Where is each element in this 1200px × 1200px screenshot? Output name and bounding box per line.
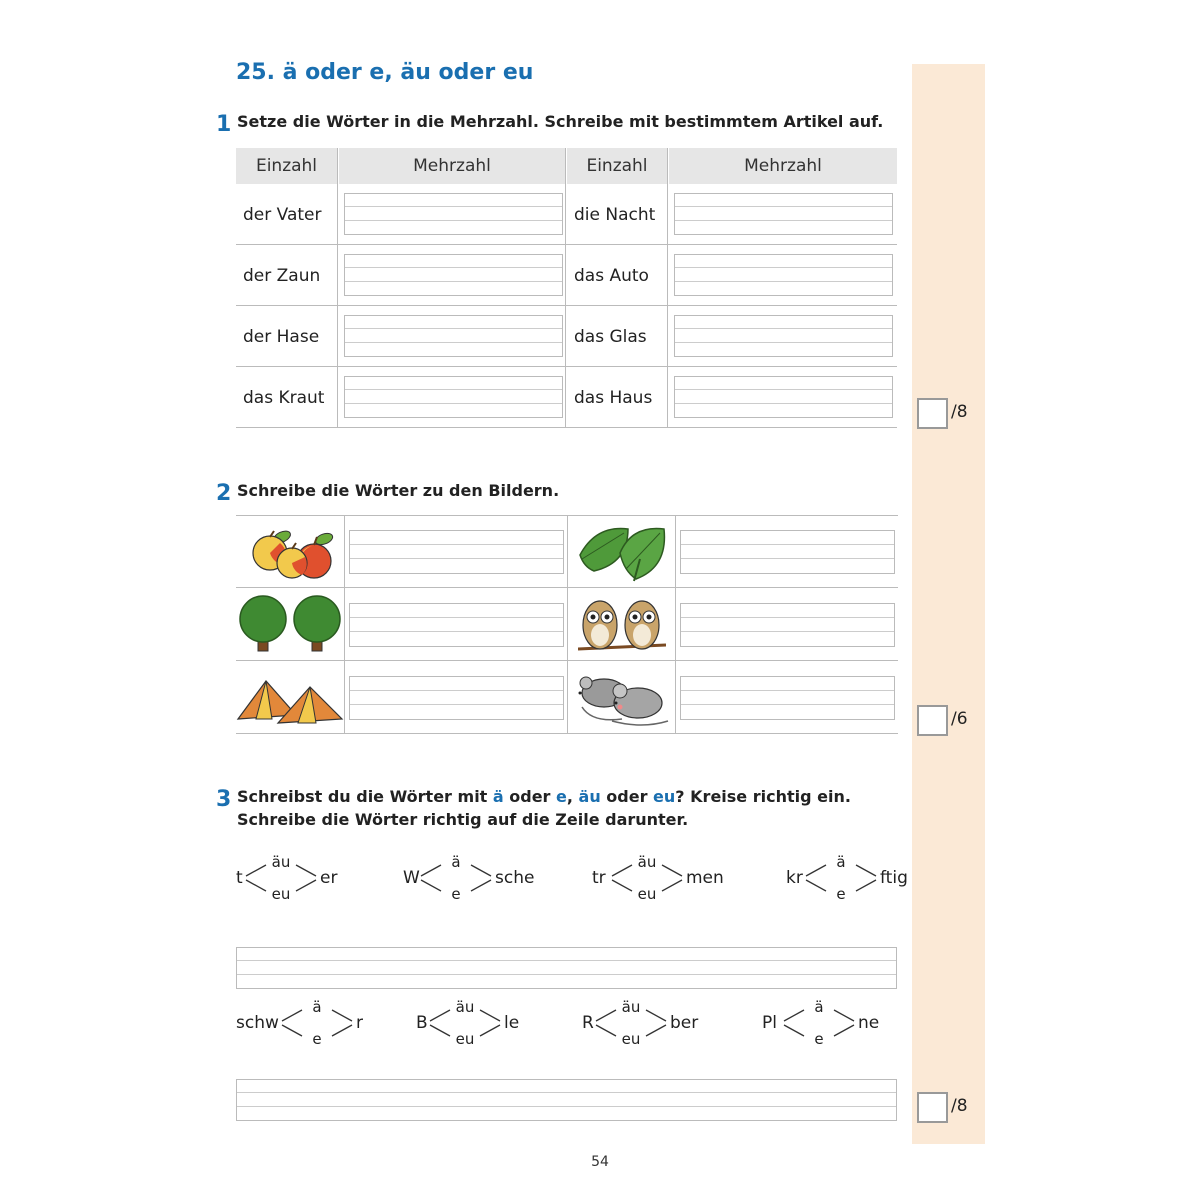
word-start: R: [582, 1013, 594, 1033]
vowel-choice-word[interactable]: [416, 998, 556, 1048]
word-end: er: [320, 868, 338, 888]
singular-word: der Vater: [243, 204, 322, 225]
score-label-task-1: /8: [951, 402, 968, 422]
score-box-task-1[interactable]: [917, 398, 948, 429]
task-2-number: 2: [216, 481, 232, 506]
word-start: B: [416, 1013, 428, 1033]
word-start: W: [403, 868, 420, 888]
apples-picture: [244, 523, 338, 581]
score-label-task-3: /8: [951, 1096, 968, 1116]
word-start: Pl: [762, 1013, 777, 1033]
answer-apples[interactable]: [349, 530, 564, 574]
plural-answer-box[interactable]: [344, 376, 563, 418]
plural-answer-box[interactable]: [344, 254, 563, 296]
word-start: kr: [786, 868, 803, 888]
header-mehrzahl-right: Mehrzahl: [669, 148, 897, 184]
choice-lines: [582, 998, 722, 1048]
option-bottom[interactable]: e: [836, 885, 846, 903]
option-top[interactable]: äu: [637, 853, 657, 871]
answer-line-row-1[interactable]: [236, 947, 897, 989]
singular-word: das Glas: [574, 326, 647, 347]
option-top[interactable]: äu: [271, 853, 291, 871]
plural-answer-box[interactable]: [344, 315, 563, 357]
singular-word: die Nacht: [574, 204, 656, 225]
option-top[interactable]: äu: [455, 998, 475, 1016]
task-3-instruction: Schreibst du die Wörter mit ä oder e, äu oder eu? Kreise richtig ein. Schreibe die Wörter richtig auf die Zeile darunter.: [237, 787, 851, 829]
singular-word: das Haus: [574, 387, 653, 408]
option-bottom[interactable]: eu: [455, 1030, 475, 1048]
vowel-choice-word[interactable]: [403, 853, 543, 903]
answer-owls[interactable]: [680, 603, 895, 647]
option-top[interactable]: äu: [621, 998, 641, 1016]
answer-tents[interactable]: [349, 676, 564, 720]
word-start: t: [236, 868, 243, 888]
option-bottom[interactable]: e: [814, 1030, 824, 1048]
picture-table: [236, 515, 898, 735]
header-einzahl-right: Einzahl: [567, 148, 667, 184]
plural-answer-box[interactable]: [674, 193, 893, 235]
word-end: r: [356, 1013, 363, 1033]
option-bottom[interactable]: eu: [637, 885, 657, 903]
singular-word: der Hase: [243, 326, 320, 347]
plural-table: [236, 148, 897, 428]
singular-word: das Kraut: [243, 387, 325, 408]
task-3-number: 3: [216, 787, 232, 812]
option-top[interactable]: ä: [814, 998, 824, 1016]
answer-line-row-2[interactable]: [236, 1079, 897, 1121]
answer-trees[interactable]: [349, 603, 564, 647]
option-top[interactable]: ä: [836, 853, 846, 871]
vowel-choice-word[interactable]: [592, 853, 732, 903]
word-start: schw: [236, 1013, 279, 1033]
word-end: ne: [858, 1013, 880, 1033]
option-bottom[interactable]: e: [451, 885, 461, 903]
task-1-instruction: Setze die Wörter in die Mehrzahl. Schreibe mit bestimmtem Artikel auf.: [237, 112, 884, 131]
plural-answer-box[interactable]: [674, 315, 893, 357]
option-top[interactable]: ä: [312, 998, 322, 1016]
trees-picture: [238, 593, 342, 655]
header-einzahl-left: Einzahl: [236, 148, 337, 184]
answer-mice[interactable]: [680, 676, 895, 720]
score-box-task-2[interactable]: [917, 705, 948, 736]
word-start: tr: [592, 868, 606, 888]
tents-picture: [236, 675, 344, 725]
score-sidebar: [912, 64, 985, 1144]
mice-picture: [572, 667, 672, 727]
option-bottom[interactable]: eu: [271, 885, 291, 903]
header-mehrzahl-left: Mehrzahl: [339, 148, 565, 184]
option-top[interactable]: ä: [451, 853, 461, 871]
word-end: ber: [670, 1013, 699, 1033]
word-end: men: [686, 868, 724, 888]
task-1-number: 1: [216, 112, 232, 137]
score-label-task-2: /6: [951, 709, 968, 729]
vowel-choice-word[interactable]: [236, 853, 376, 903]
option-bottom[interactable]: eu: [621, 1030, 641, 1048]
vowel-choice-word[interactable]: [236, 998, 376, 1048]
score-box-task-3[interactable]: [917, 1092, 948, 1123]
plural-answer-box[interactable]: [344, 193, 563, 235]
choice-lines: [762, 998, 902, 1048]
page-title: 25. ä oder e, äu oder eu: [236, 60, 534, 85]
option-bottom[interactable]: e: [312, 1030, 322, 1048]
vowel-choice-word[interactable]: [786, 853, 926, 903]
task-2-instruction: Schreibe die Wörter zu den Bildern.: [237, 481, 560, 500]
plural-answer-box[interactable]: [674, 376, 893, 418]
vowel-choice-word[interactable]: [762, 998, 902, 1048]
vowel-choice-word[interactable]: [582, 998, 722, 1048]
choice-lines: [416, 998, 556, 1048]
singular-word: das Auto: [574, 265, 649, 286]
word-end: sche: [495, 868, 535, 888]
singular-word: der Zaun: [243, 265, 321, 286]
owls-picture: [578, 595, 666, 657]
choice-lines: [236, 853, 376, 903]
leaves-picture: [576, 519, 670, 585]
word-end: ftig: [880, 868, 908, 888]
word-end: le: [504, 1013, 520, 1033]
page-number: 54: [591, 1154, 609, 1170]
plural-answer-box[interactable]: [674, 254, 893, 296]
answer-leaves[interactable]: [680, 530, 895, 574]
